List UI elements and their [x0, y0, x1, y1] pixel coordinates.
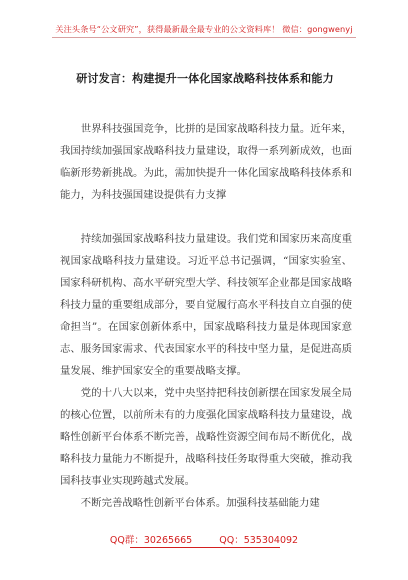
paragraph-since-18th-congress: 党的十八大以来，党中央坚持把科技创新摆在国家发展全局的核心位置，以前所未有的力度强化国家战略科技力量建设，战略性创新平台体系不断完善，战略性资源空间布局不断优化，战略科技力量能力不断提升，战略科技任务取得重大突破，推动我国科技事业实现跨越式发展。: [60, 387, 352, 487]
paragraph-platform-system: 不断完善战略性创新平台体系。加强科技基础能力建: [80, 497, 320, 509]
paragraph-intro: 世界科技强国竞争，比拼的是国家战略科技力量。近年来，我国持续加强国家战略科技力量建设，取得一系列新成效，也面临新形势新挑战。为此，需加快提升一体化国家战略科技体系和能力，为科技强国建设提供有力支撑: [60, 123, 352, 201]
document-title: 研讨发言：构建提升一体化国家战略科技体系和能力: [76, 72, 334, 85]
footer-divider: [130, 547, 280, 548]
footer-qq-group: QQ群：30265665: [109, 535, 193, 546]
footer-qq: QQ：535304092: [219, 535, 299, 546]
header-promo-note: 关注头条号“公文研究”，获得最新最全最专业的公文资料库！ 微信：gongwenyj: [55, 24, 353, 34]
footer-contact: [0, 532, 408, 546]
document-body: [60, 118, 352, 514]
header-divider: [52, 37, 356, 38]
paragraph-strengthen: 持续加强国家战略科技力量建设。我们党和国家历来高度重视国家战略科技力量建设。习近平总书记强调，“国家实验室、国家科研机构、高水平研究型大学、科技领军企业都是国家战略科技力量的重要组成部分，要自觉履行高水平科技自立自强的使命担当”。在国家创新体系中，国家战略科技力量是体现国家意志、服务国家需求、代表国家水平的科技中坚力量，是促进高质量发展、维护国家安全的重要战略支撑。: [60, 233, 352, 377]
